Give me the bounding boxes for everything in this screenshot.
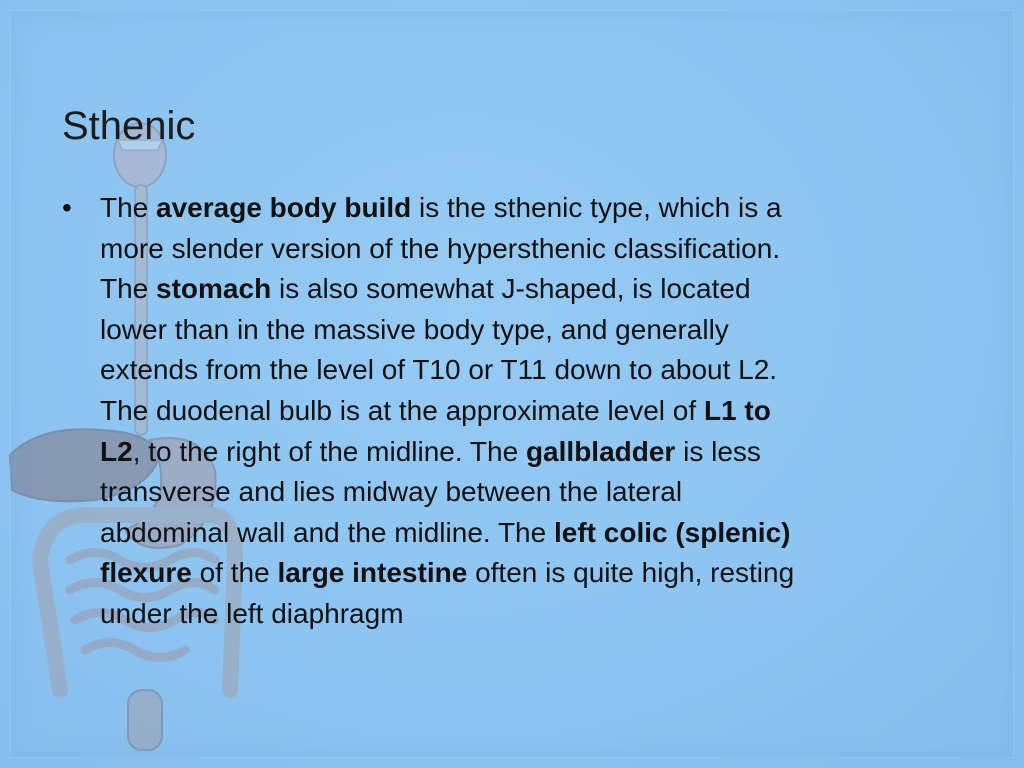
paragraph-line xyxy=(100,269,962,310)
text-run: transverse and lies midway between the lateral xyxy=(100,476,683,508)
paragraph-line xyxy=(100,553,962,594)
bold-text-run: gallbladder xyxy=(525,435,676,467)
text-run: lower than in the massive body type, and generally xyxy=(100,313,729,345)
text-run: is less xyxy=(675,435,761,467)
bullet-paragraph xyxy=(100,188,962,635)
rectum-shape xyxy=(128,690,162,750)
text-run: abdominal wall and the midline. The xyxy=(100,516,554,548)
paragraph-line xyxy=(100,432,962,473)
text-run: often is quite high, resting xyxy=(467,557,795,589)
slide-title: Sthenic xyxy=(62,104,196,148)
bold-text-run: L2 xyxy=(100,435,133,467)
paragraph-line xyxy=(100,594,962,635)
paragraph-line xyxy=(100,391,962,432)
text-run: , to the right of the midline. The xyxy=(132,435,526,467)
paragraph-line xyxy=(100,188,962,229)
paragraph-line xyxy=(100,472,962,513)
bold-text-run: large intestine xyxy=(277,557,468,589)
bullet-list xyxy=(62,188,962,635)
text-run: extends from the level of T10 or T11 down to about L2. xyxy=(100,354,778,386)
text-run: The duodenal bulb is at the approximate level of xyxy=(100,394,704,426)
text-run: is also somewhat J-shaped, is located xyxy=(271,273,751,305)
bold-text-run: stomach xyxy=(156,273,272,305)
bold-text-run: average body build xyxy=(156,192,412,223)
bullet-item xyxy=(62,188,962,635)
text-run: The xyxy=(100,273,157,305)
paragraph-line xyxy=(100,229,962,270)
paragraph-line xyxy=(100,513,962,554)
bold-text-run: left colic (splenic) xyxy=(553,516,791,548)
text-run: The xyxy=(100,192,157,223)
bullet-marker: • xyxy=(62,192,72,223)
paragraph-line xyxy=(100,350,962,391)
bold-text-run: L1 to xyxy=(703,394,771,426)
text-run: under the left diaphragm xyxy=(100,597,404,629)
text-run: is the sthenic type, which is a xyxy=(411,192,782,223)
paragraph-line xyxy=(100,310,962,351)
text-run: of the xyxy=(191,557,278,589)
bold-text-run: flexure xyxy=(100,557,192,589)
text-run: more slender version of the hypersthenic classification. xyxy=(100,232,781,264)
